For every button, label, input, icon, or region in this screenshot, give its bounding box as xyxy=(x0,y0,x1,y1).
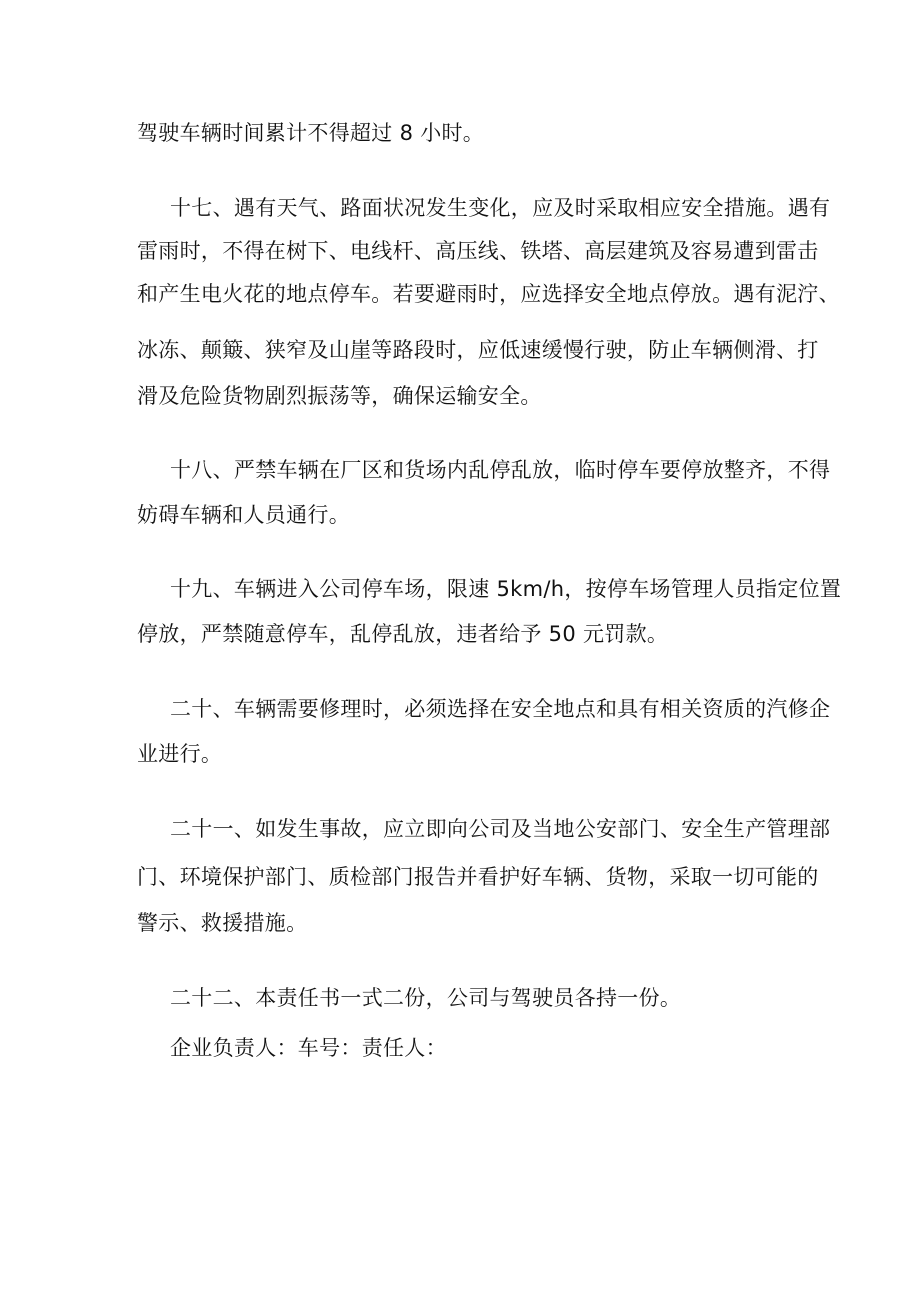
p21-line-2: 门、环境保护部门、质检部门报告并看护好车辆、货物，采取一切可能的 xyxy=(137,865,819,889)
p17-line-3: 和产生电火花的地点停车。若要避雨时，应选择安全地点停放。遇有泥泞、 xyxy=(137,282,840,306)
p17-line-2: 雷雨时，不得在树下、电线杆、高压线、铁塔、高层建筑及容易遭到雷击 xyxy=(137,239,819,263)
p19-line-1: 十九、车辆进入公司停车场，限速 5km/h，按停车场管理人员指定位置 xyxy=(170,577,842,601)
p17-line-4: 冰冻、颠簸、狭窄及山崖等路段时，应低速缓慢行驶，防止车辆侧滑、打 xyxy=(137,338,819,362)
p18-line-2: 妨碍车辆和人员通行。 xyxy=(137,503,350,527)
p21-line-3: 警示、救援措施。 xyxy=(137,911,308,935)
p22-line-1: 二十二、本责任书一式二份，公司与驾驶员各持一份。 xyxy=(170,986,682,1010)
p19-line-2: 停放，严禁随意停车，乱停乱放，违者给予 50 元罚款。 xyxy=(137,622,669,646)
p17-line-1: 十七、遇有天气、路面状况发生变化，应及时采取相应安全措施。遇有 xyxy=(170,196,831,220)
signature-line: 企业负责人：车号：责任人： xyxy=(170,1036,447,1060)
p18-line-1: 十八、严禁车辆在厂区和货场内乱停乱放，临时停车要停放整齐，不得 xyxy=(170,458,831,482)
p21-line-1: 二十一、如发生事故，应立即向公司及当地公安部门、安全生产管理部 xyxy=(170,817,831,841)
p20-line-2: 业进行。 xyxy=(137,742,223,766)
p17-line-5: 滑及危险货物剧烈振荡等，确保运输安全。 xyxy=(137,384,542,408)
p16-line-1: 驾驶车辆时间累计不得超过 8 小时。 xyxy=(137,121,485,145)
p20-line-1: 二十、车辆需要修理时，必须选择在安全地点和具有相关资质的汽修企 xyxy=(170,697,831,721)
